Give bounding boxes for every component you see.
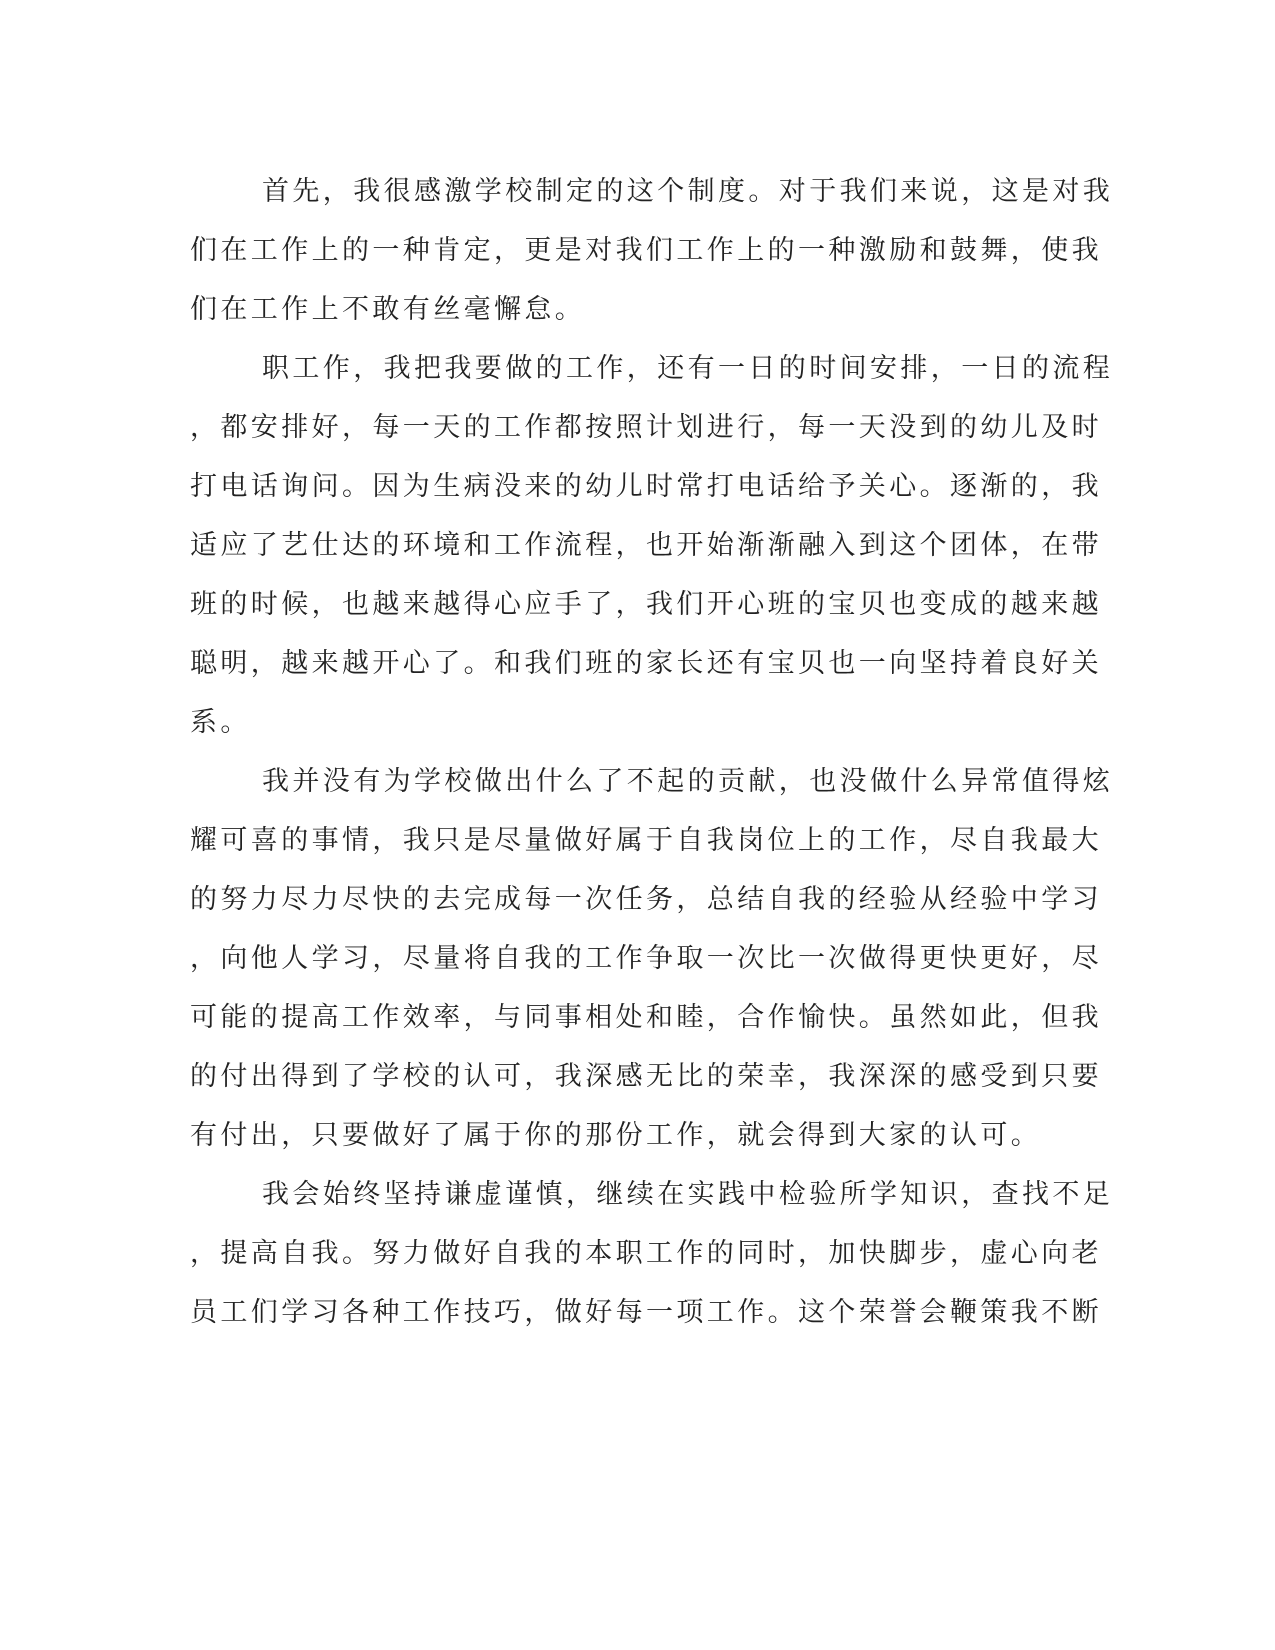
text-line: 职工作，我把我要做的工作，还有一日的时间安排，一日的流程 — [262, 353, 1114, 384]
text-line: ，都安排好，每一天的工作都按照计划进行，每一天没到的幼儿及时 — [190, 412, 1102, 443]
paragraph-2 — [190, 339, 1114, 752]
text-line: 系。 — [190, 707, 251, 738]
text-line: 们在工作上的一种肯定，更是对我们工作上的一种激励和鼓舞，使我 — [190, 235, 1102, 266]
paragraph-3 — [190, 752, 1114, 1165]
text-line: 可能的提高工作效率，与同事相处和睦，合作愉快。虽然如此，但我 — [190, 1002, 1102, 1033]
text-line: 的努力尽力尽快的去完成每一次任务，总结自我的经验从经验中学习 — [190, 884, 1102, 915]
document-body — [190, 162, 1114, 1342]
text-line: 首先，我很感激学校制定的这个制度。对于我们来说，这是对我 — [262, 176, 1114, 207]
text-line: 聪明，越来越开心了。和我们班的家长还有宝贝也一向坚持着良好关 — [190, 648, 1102, 679]
text-line: 员工们学习各种工作技巧，做好每一项工作。这个荣誉会鞭策我不断 — [190, 1297, 1102, 1328]
text-line: 们在工作上不敢有丝毫懈怠。 — [190, 294, 586, 325]
text-line: 适应了艺仕达的环境和工作流程，也开始渐渐融入到这个团体，在带 — [190, 530, 1102, 561]
text-line: 我并没有为学校做出什么了不起的贡献，也没做什么异常值得炫 — [262, 766, 1114, 797]
text-line: 有付出，只要做好了属于你的那份工作，就会得到大家的认可。 — [190, 1120, 1042, 1151]
paragraph-1 — [190, 162, 1114, 339]
paragraph-4 — [190, 1165, 1114, 1342]
text-line: 班的时候，也越来越得心应手了，我们开心班的宝贝也变成的越来越 — [190, 589, 1102, 620]
text-line: 打电话询问。因为生病没来的幼儿时常打电话给予关心。逐渐的，我 — [190, 471, 1102, 502]
text-line: 的付出得到了学校的认可，我深感无比的荣幸，我深深的感受到只要 — [190, 1061, 1102, 1092]
text-line: 我会始终坚持谦虚谨慎，继续在实践中检验所学知识，查找不足 — [262, 1179, 1114, 1210]
text-line: 耀可喜的事情，我只是尽量做好属于自我岗位上的工作，尽自我最大 — [190, 825, 1102, 856]
text-line: ，向他人学习，尽量将自我的工作争取一次比一次做得更快更好，尽 — [190, 943, 1102, 974]
text-line: ，提高自我。努力做好自我的本职工作的同时，加快脚步，虚心向老 — [190, 1238, 1102, 1269]
